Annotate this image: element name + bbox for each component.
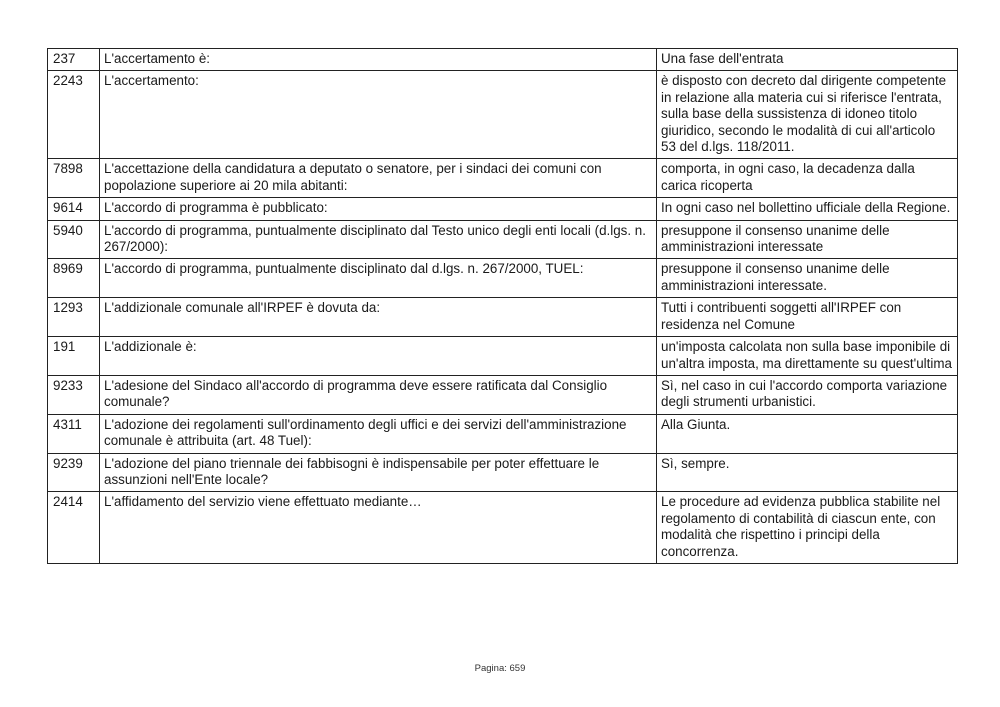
question-text: L'adozione dei regolamenti sull'ordinamento degli uffici e dei servizi dell'amministrazione comunale è attribuita (art. 48 Tuel):: [100, 414, 657, 453]
question-text: L'adesione del Sindaco all'accordo di programma deve essere ratificata dal Consiglio comunale?: [100, 375, 657, 414]
question-id: 9233: [48, 375, 100, 414]
question-text: L'affidamento del servizio viene effettuato mediante…: [100, 492, 657, 564]
question-id: 237: [48, 49, 100, 71]
answer-text: comporta, in ogni caso, la decadenza dalla carica ricoperta: [657, 159, 958, 198]
answer-text: presuppone il consenso unanime delle amministrazioni interessate: [657, 220, 958, 259]
answer-text: Le procedure ad evidenza pubblica stabilite nel regolamento di contabilità di ciascun ente, con modalità che rispettino i principi della concorrenza.: [657, 492, 958, 564]
question-id: 2243: [48, 71, 100, 159]
question-text: L'accordo di programma, puntualmente disciplinato dal d.lgs. n. 267/2000, TUEL:: [100, 259, 657, 298]
question-id: 9614: [48, 198, 100, 220]
answer-text: presuppone il consenso unanime delle amministrazioni interessate.: [657, 259, 958, 298]
question-id: 4311: [48, 414, 100, 453]
question-id: 8969: [48, 259, 100, 298]
table-row: [48, 159, 958, 198]
question-id: 1293: [48, 298, 100, 337]
question-id: 7898: [48, 159, 100, 198]
question-id: 9239: [48, 453, 100, 492]
table-row: [48, 71, 958, 159]
question-text: L'addizionale comunale all'IRPEF è dovuta da:: [100, 298, 657, 337]
answer-text: Una fase dell'entrata: [657, 49, 958, 71]
table-row: [48, 414, 958, 453]
answer-text: Tutti i contribuenti soggetti all'IRPEF con residenza nel Comune: [657, 298, 958, 337]
question-text: L'accertamento:: [100, 71, 657, 159]
question-text: L'accettazione della candidatura a deputato o senatore, per i sindaci dei comuni con popolazione superiore ai 20 mila abitanti:: [100, 159, 657, 198]
table-row: [48, 220, 958, 259]
question-id: 2414: [48, 492, 100, 564]
table-row: [48, 259, 958, 298]
answer-text: Sì, sempre.: [657, 453, 958, 492]
question-id: 191: [48, 337, 100, 376]
table-row: [48, 337, 958, 376]
table-row: [48, 492, 958, 564]
question-text: L'accertamento è:: [100, 49, 657, 71]
qa-table-body: [48, 49, 958, 564]
question-text: L'adozione del piano triennale dei fabbisogni è indispensabile per poter effettuare le assunzioni nell'Ente locale?: [100, 453, 657, 492]
question-text: L'addizionale è:: [100, 337, 657, 376]
answer-text: è disposto con decreto dal dirigente competente in relazione alla materia cui si riferisce l'entrata, sulla base della sussistenza di idoneo titolo giuridico, secondo le modalità di cui all'articolo 53 del d.lgs. 118/2011.: [657, 71, 958, 159]
answer-text: un'imposta calcolata non sulla base imponibile di un'altra imposta, ma direttamente su quest'ultima: [657, 337, 958, 376]
answer-text: In ogni caso nel bollettino ufficiale della Regione.: [657, 198, 958, 220]
table-row: [48, 198, 958, 220]
question-id: 5940: [48, 220, 100, 259]
page-number: Pagina: 659: [474, 663, 526, 674]
question-text: L'accordo di programma, puntualmente disciplinato dal Testo unico degli enti locali (d.lgs. n. 267/2000):: [100, 220, 657, 259]
question-text: L'accordo di programma è pubblicato:: [100, 198, 657, 220]
table-row: [48, 375, 958, 414]
answer-text: Alla Giunta.: [657, 414, 958, 453]
table-row: [48, 453, 958, 492]
table-row: [48, 49, 958, 71]
table-row: [48, 298, 958, 337]
answer-text: Sì, nel caso in cui l'accordo comporta variazione degli strumenti urbanistici.: [657, 375, 958, 414]
qa-table: [47, 48, 958, 564]
